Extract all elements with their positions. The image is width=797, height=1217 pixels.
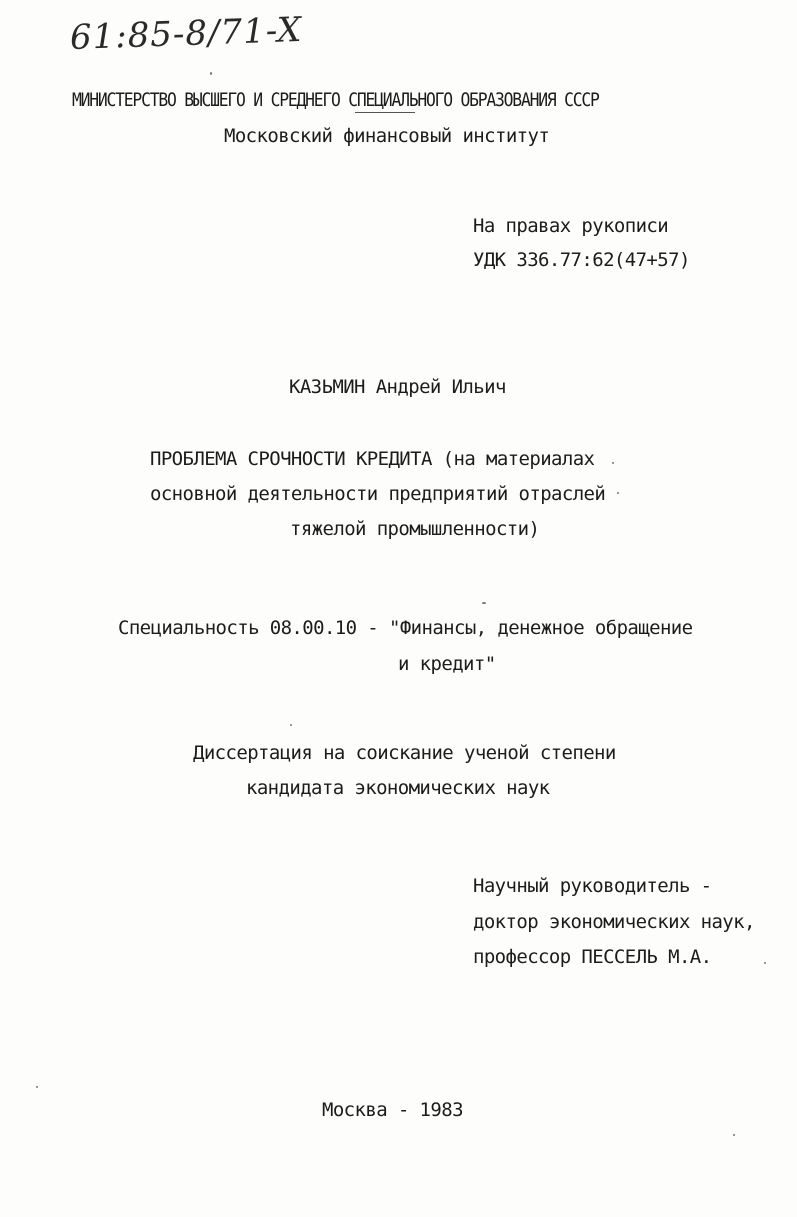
- place-and-year: Москва - 1983: [322, 1099, 463, 1121]
- title-line-1: ПРОБЛЕМА СРОЧНОСТИ КРЕДИТА (на материалах: [150, 448, 595, 470]
- supervisor-line-1: Научный руководитель -: [473, 875, 712, 897]
- specialty-line-1: Специальность 08.00.10 - "Финансы, денежное обращение: [118, 617, 693, 639]
- title-line-3: тяжелой промышленности): [290, 518, 540, 540]
- scan-speck: [612, 462, 614, 464]
- ministry-underline-mark: [355, 112, 415, 113]
- dissertation-line-1: Диссертация на соискание ученой степени: [193, 742, 616, 764]
- handwritten-catalog-number: 61:85-8/71-X: [69, 9, 303, 58]
- author-name: КАЗЬМИН Андрей Ильич: [289, 376, 506, 398]
- specialty-line-2: и кредит": [398, 653, 496, 675]
- supervisor-line-2: доктор экономических наук,: [473, 911, 755, 933]
- scan-speck: [764, 962, 766, 964]
- title-line-2: основной деятельности предприятий отраслей: [150, 483, 606, 505]
- supervisor-line-3: профессор ПЕССЕЛЬ М.А.: [473, 946, 712, 968]
- scan-speck: [210, 72, 212, 75]
- manuscript-rights: На правах рукописи: [473, 215, 669, 237]
- scan-speck: [733, 1134, 735, 1136]
- scan-speck: [617, 492, 619, 494]
- ministry-heading: МИНИСТЕРСТВО ВЫСШЕГО И СРЕДНЕГО СПЕЦИАЛЬНОГО ОБРАЗОВАНИЯ СССР: [72, 89, 599, 111]
- scan-speck: [482, 602, 486, 604]
- scan-speck: [290, 724, 292, 726]
- scan-speck: [36, 1086, 38, 1088]
- dissertation-line-2: кандидата экономических наук: [246, 777, 550, 799]
- institute-name: Московский финансовый институт: [224, 125, 550, 147]
- udc-code: УДК 336.77:62(47+57): [473, 249, 690, 271]
